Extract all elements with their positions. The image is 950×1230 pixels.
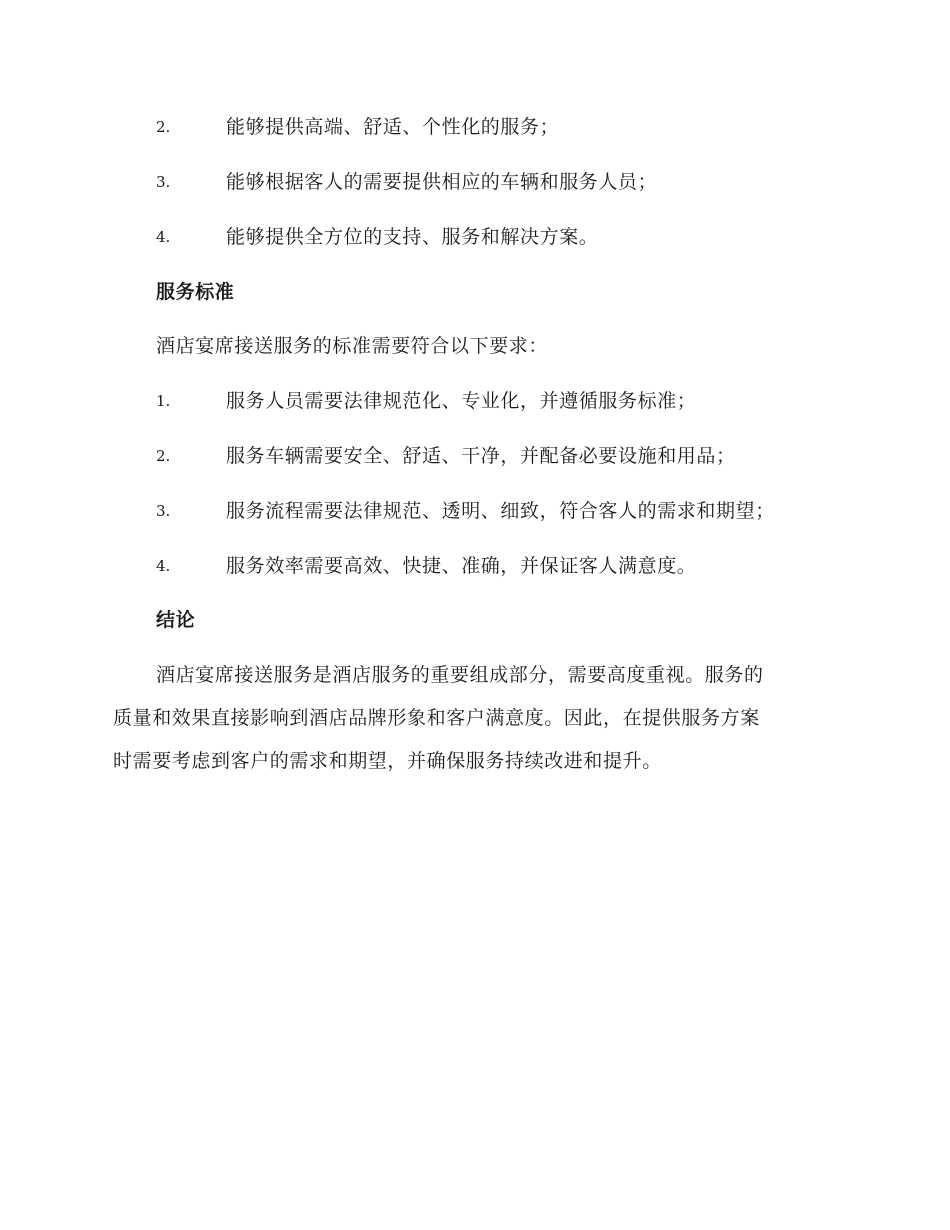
list-item [156, 167, 657, 197]
standards-intro: 酒店宴席接送服务的标准需要符合以下要求： [156, 335, 549, 357]
list-number: 1. [156, 392, 171, 410]
list-item [156, 551, 696, 581]
list-text: 服务流程需要法律规范、透明、细致，符合客人的需求和期望； [226, 500, 775, 522]
conclusion-paragraph-line: 质量和效果直接影响到酒店品牌形象和客户满意度。因此，在提供服务方案 [113, 707, 760, 729]
list-number: 4. [156, 228, 171, 246]
list-item [156, 112, 559, 142]
list-item [156, 222, 598, 252]
conclusion-paragraph-line: 酒店宴席接送服务是酒店服务的重要组成部分，需要高度重视。服务的 [156, 664, 764, 686]
list-text: 服务车辆需要安全、舒适、干净，并配备必要设施和用品； [226, 445, 736, 467]
list-item [156, 386, 696, 416]
list-number: 3. [156, 173, 171, 191]
section-heading-standards: 服务标准 [156, 281, 235, 303]
list-item [156, 496, 775, 526]
section-heading-conclusion: 结论 [156, 609, 196, 631]
list-number: 3. [156, 502, 171, 520]
conclusion-paragraph-line: 时需要考虑到客户的需求和期望，并确保服务持续改进和提升。 [113, 750, 662, 772]
list-number: 4. [156, 557, 171, 575]
list-number: 2. [156, 447, 171, 465]
list-text: 服务效率需要高效、快捷、准确，并保证客人满意度。 [226, 555, 697, 577]
list-text: 能够提供高端、舒适、个性化的服务； [226, 116, 560, 138]
list-item [156, 441, 736, 471]
list-text: 能够提供全方位的支持、服务和解决方案。 [226, 226, 599, 248]
list-number: 2. [156, 118, 171, 136]
list-text: 能够根据客人的需要提供相应的车辆和服务人员； [226, 171, 658, 193]
list-text: 服务人员需要法律规范化、专业化，并遵循服务标准； [226, 390, 697, 412]
